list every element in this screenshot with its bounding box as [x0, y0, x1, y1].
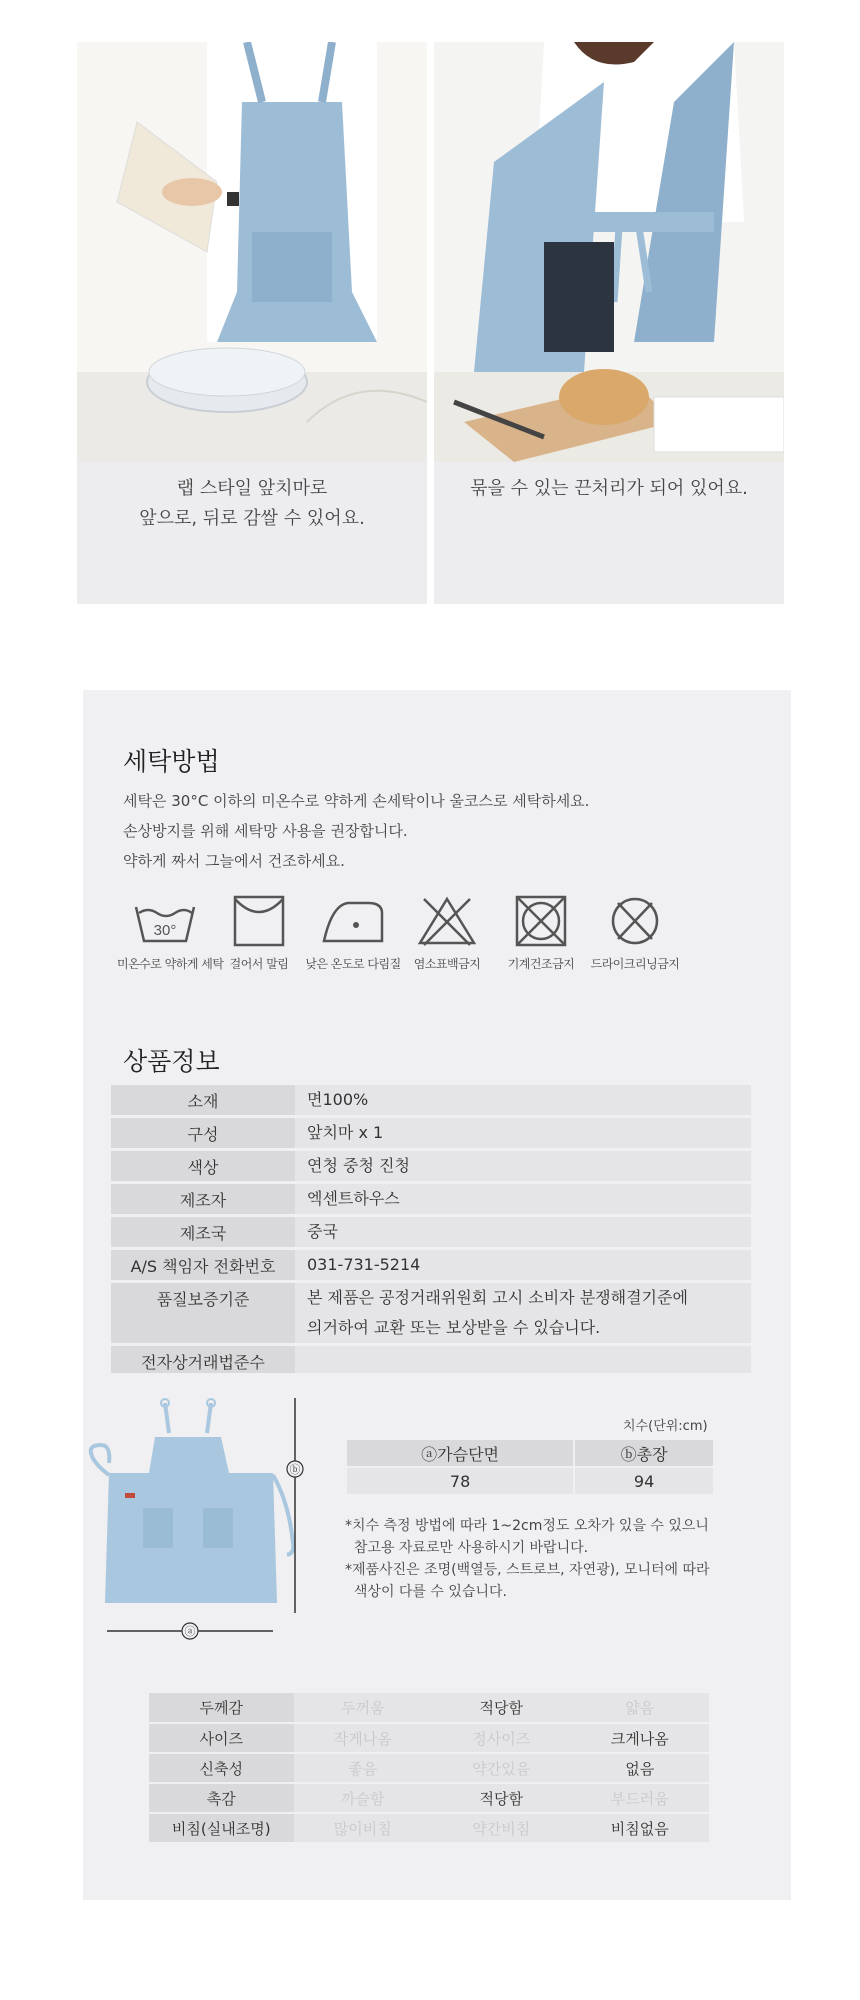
size-value-length: 94	[574, 1467, 714, 1495]
table-row	[111, 1345, 751, 1375]
feel-key: 비침(실내조명)	[149, 1813, 294, 1843]
no-bleach-icon	[412, 895, 482, 947]
apron-tie-photo	[434, 42, 784, 462]
wash-icon-item	[399, 895, 495, 972]
wash-icon-item	[305, 895, 401, 972]
wash-icon-label: 드라이크리닝금지	[590, 957, 680, 971]
table-row	[111, 1183, 751, 1216]
table-row	[149, 1753, 709, 1783]
no-tumble-dry-icon	[506, 895, 576, 947]
size-note-line: 참고용 자료로만 사용하시기 바랍니다.	[345, 1540, 589, 1556]
spec-value: 면100%	[295, 1085, 751, 1117]
feel-option-selected: 비침없음	[570, 1813, 709, 1843]
table-row	[111, 1150, 751, 1183]
wash-icon-label: 염소표백금지	[413, 957, 481, 971]
spec-key: 제조국	[111, 1216, 295, 1249]
table-row	[111, 1216, 751, 1249]
feel-option: 얇음	[570, 1693, 709, 1723]
table-row	[149, 1723, 709, 1753]
apron-size-figure	[83, 1393, 333, 1643]
table-row	[149, 1813, 709, 1843]
caption-right-line1: 묶을 수 있는 끈처리가 되어 있어요.	[470, 478, 748, 499]
table-row	[111, 1249, 751, 1282]
table-row	[149, 1693, 709, 1723]
spec-key: 소재	[111, 1085, 295, 1117]
feel-key: 사이즈	[149, 1723, 294, 1753]
product-info-title: 상품정보	[123, 1047, 220, 1076]
table-row	[111, 1282, 751, 1345]
feel-option: 두꺼움	[294, 1693, 432, 1723]
size-value-chest: 78	[346, 1467, 574, 1495]
spec-value: 엑센트하우스	[295, 1183, 751, 1216]
wash-temp-text: 30°	[153, 922, 177, 939]
product-info-table	[111, 1085, 751, 1376]
wash-line: 세탁은 30°C 이하의 미온수로 약하게 손세탁이나 울코스로 세탁하세요.	[123, 792, 590, 810]
feel-key: 두께감	[149, 1693, 294, 1723]
wash-care-icons	[117, 895, 717, 975]
spec-value: 앞치마 x 1	[295, 1117, 751, 1150]
feel-key: 촉감	[149, 1783, 294, 1813]
feel-option: 부드러움	[570, 1783, 709, 1813]
spec-value-multiline	[295, 1282, 751, 1345]
feel-option: 많이비침	[294, 1813, 432, 1843]
feel-option-selected: 적당함	[432, 1783, 570, 1813]
wash-icon-item	[587, 895, 683, 972]
no-dry-clean-icon	[600, 895, 670, 947]
feel-option: 정사이즈	[432, 1723, 570, 1753]
wash-icon-label: 기계건조금지	[507, 957, 575, 971]
fabric-feel-table	[149, 1693, 709, 1844]
spec-value: 연청 중청 진청	[295, 1150, 751, 1183]
wash-icon-item	[493, 895, 589, 972]
dimension-label-b: ⓑ	[289, 1463, 301, 1476]
spec-key: 품질보증기준	[111, 1282, 295, 1345]
table-row	[111, 1085, 751, 1117]
spec-key: 전자상거래법준수	[111, 1345, 295, 1375]
size-note-line: 색상이 다를 수 있습니다.	[345, 1584, 507, 1600]
caption-wrap-tie	[434, 462, 784, 604]
table-row	[346, 1439, 714, 1467]
wash-icon-item	[211, 895, 307, 972]
table-row	[111, 1117, 751, 1150]
wash-icon-item	[117, 895, 224, 972]
spec-value	[295, 1345, 751, 1375]
size-notes	[345, 1515, 710, 1603]
low-iron-icon	[318, 895, 388, 947]
feel-option-selected: 크게나옴	[570, 1723, 709, 1753]
wash-icon-label: 미온수로 약하게 세탁	[117, 957, 224, 971]
info-panel	[83, 690, 791, 1900]
spec-value-line: 본 제품은 공정거래위원회 고시 소비자 분쟁해결기준에	[307, 1288, 688, 1307]
spec-value: 중국	[295, 1216, 751, 1249]
wash-line: 약하게 짜서 그늘에서 건조하세요.	[123, 852, 345, 870]
feel-option: 까슬함	[294, 1783, 432, 1813]
wash-line: 손상방지를 위해 세탁망 사용을 권장합니다.	[123, 822, 408, 840]
spec-key: 구성	[111, 1117, 295, 1150]
table-row	[149, 1783, 709, 1813]
feel-option: 작게나옴	[294, 1723, 432, 1753]
size-table	[345, 1438, 715, 1496]
size-header-length: ⓑ총장	[574, 1439, 714, 1467]
size-header-chest: ⓐ가슴단면	[346, 1439, 574, 1467]
size-note-line: *치수 측정 방법에 따라 1~2cm정도 오차가 있을 수 있으니	[345, 1518, 709, 1534]
feel-option-selected: 적당함	[432, 1693, 570, 1723]
feel-option: 약간비침	[432, 1813, 570, 1843]
spec-value: 031-731-5214	[295, 1249, 751, 1282]
apron-front-photo	[77, 42, 427, 462]
size-note-line: *제품사진은 조명(백열등, 스트로브, 자연광), 모니터에 따라	[345, 1562, 710, 1578]
wash-30-icon	[130, 895, 200, 947]
wash-instructions	[123, 786, 589, 876]
dimension-label-a: ⓐ	[184, 1625, 196, 1638]
wash-title: 세탁방법	[123, 747, 220, 776]
table-row	[346, 1467, 714, 1495]
photo-wrap-apron-tie	[434, 42, 784, 462]
hang-dry-icon	[224, 895, 294, 947]
spec-key: A/S 책임자 전화번호	[111, 1249, 295, 1282]
feel-option: 좋음	[294, 1753, 432, 1783]
spec-key: 제조자	[111, 1183, 295, 1216]
photo-wrap-apron-front	[77, 42, 427, 462]
spec-value-line: 의거하여 교환 또는 보상받을 수 있습니다.	[307, 1318, 601, 1337]
spec-key: 색상	[111, 1150, 295, 1183]
feel-key: 신축성	[149, 1753, 294, 1783]
size-unit-note: 치수(단위:cm)	[623, 1419, 708, 1434]
caption-wrap-style	[77, 462, 427, 604]
feel-option-selected: 없음	[570, 1753, 709, 1783]
feel-option: 약간있음	[432, 1753, 570, 1783]
wash-icon-label: 걸어서 말림	[229, 957, 289, 971]
caption-left-line2: 앞으로, 뒤로 감쌀 수 있어요.	[139, 508, 365, 529]
wash-icon-label: 낮은 온도로 다림질	[305, 957, 401, 971]
caption-left-line1: 랩 스타일 앞치마로	[176, 478, 328, 499]
